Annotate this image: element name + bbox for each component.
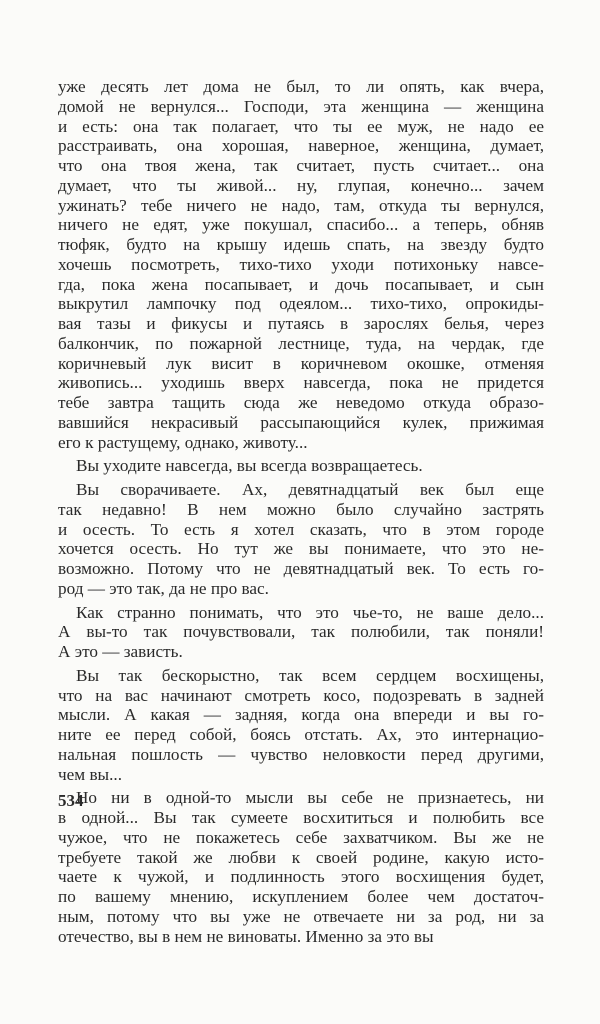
- text-line: тебе завтра тащить сюда же неведомо откуда образо-: [58, 393, 544, 412]
- text-line: Вы сворачиваете. Ах, девятнадцатый век был еще: [76, 480, 544, 499]
- text-line: так недавно! В нем можно было случайно застрять: [58, 499, 544, 519]
- text-line: вавшийся некрасивый рассыпающийся кулек, прижимая: [58, 412, 544, 432]
- paragraph: [58, 77, 544, 452]
- text-line: его к растущему, однако, животу...: [58, 432, 308, 452]
- paragraph: [58, 788, 544, 946]
- text-line: Вы уходите навсегда, вы всегда возвращаетесь.: [76, 456, 423, 476]
- text-line: думает, что ты живой... ну, глупая, конечно... зачем: [58, 175, 544, 195]
- text-line: в одной... Вы так сумеете восхититься и полюбить все: [58, 808, 544, 827]
- text-line: А это — зависть.: [58, 642, 183, 661]
- text-line: требуете такой же любви к своей родине, какую исто-: [58, 847, 544, 867]
- text-line: гда, пока жена посапывает, и дочь посапывает, и сын: [58, 274, 544, 294]
- text-line: чем вы...: [58, 764, 122, 784]
- text-line: ничего не едят, уже покушал, спасибо... а теперь, обняв: [58, 215, 544, 235]
- text-line: выкрутил лампочку под одеялом... тихо-тихо, опрокиды-: [58, 294, 544, 314]
- paragraph: [58, 603, 544, 662]
- text-line: балкончик, по пожарной лестнице, туда, на чердак, где: [58, 333, 544, 353]
- paragraph: [58, 666, 544, 785]
- text-line: чаете к чужой, и подлинность этого восхищения будет,: [58, 867, 544, 887]
- text-line: возможно. Потому что не девятнадцатый век. То есть го-: [58, 559, 544, 578]
- text-line: тюфяк, будто на крышу идешь спать, на звезду будто: [58, 235, 544, 254]
- text-line: ните ее перед собой, боясь отстать. Ах, это интернацио-: [58, 725, 544, 744]
- text-line: отечество, вы в нем не виноваты. Именно за это вы: [58, 926, 434, 946]
- text-line: живопись... уходишь вверх навсегда, пока не придется: [58, 373, 544, 393]
- text-line: хочется осесть. Но тут же вы понимаете, что это не-: [58, 539, 544, 559]
- paragraph: [58, 480, 544, 599]
- page-number: 534: [58, 791, 84, 810]
- text-line: ужинать? тебе ничего не надо, там, откуда ты вернулся,: [58, 195, 544, 215]
- text-line: А вы-то так почувствовали, так полюбили, так поняли!: [58, 622, 544, 642]
- text-line: Как странно понимать, что это чье-то, не ваше дело...: [76, 602, 544, 622]
- text-line: и есть: она так полагает, что ты ее муж, не надо ее: [58, 116, 544, 136]
- text-line: коричневый лук висит в коричневом окошке, отменяя: [58, 353, 544, 373]
- text-line: что она твоя жена, так считает, пусть считает... она: [58, 156, 544, 175]
- text-line: род — это так, да не про вас.: [58, 578, 269, 598]
- text-line: Вы так бескорыстно, так всем сердцем восхищены,: [76, 665, 544, 685]
- text-line: расстраивать, она хорошая, наверное, женщина, думает,: [58, 136, 544, 156]
- paragraph: [58, 456, 544, 476]
- text-line: домой не вернулся... Господи, эта женщина — женщина: [58, 96, 544, 116]
- text-line: мысли. А какая — задняя, когда она впереди и вы го-: [58, 705, 544, 725]
- body-text: [58, 77, 544, 946]
- text-line: вая тазы и фикусы и путаясь в зарослях белья, через: [58, 314, 544, 333]
- text-line: и осесть. То есть я хотел сказать, что в этом городе: [58, 519, 544, 539]
- text-line: нальная пошлость — чувство неловкости перед другими,: [58, 744, 544, 764]
- text-line: уже десять лет дома не был, то ли опять, как вчера,: [58, 77, 544, 96]
- text-line: что на вас начинают смотреть косо, подозревать в задней: [58, 685, 544, 705]
- text-line: чужое, что не покажетесь себе захватчиком. Вы же не: [58, 827, 544, 847]
- text-line: хочешь посмотреть, тихо-тихо уходи потихоньку навсе-: [58, 254, 544, 274]
- text-line: ным, потому что вы уже не отвечаете ни за род, ни за: [58, 906, 544, 926]
- text-line: по вашему мнению, искуплением более чем достаточ-: [58, 887, 544, 906]
- text-line: Но ни в одной-то мысли вы себе не признаетесь, ни: [76, 788, 544, 808]
